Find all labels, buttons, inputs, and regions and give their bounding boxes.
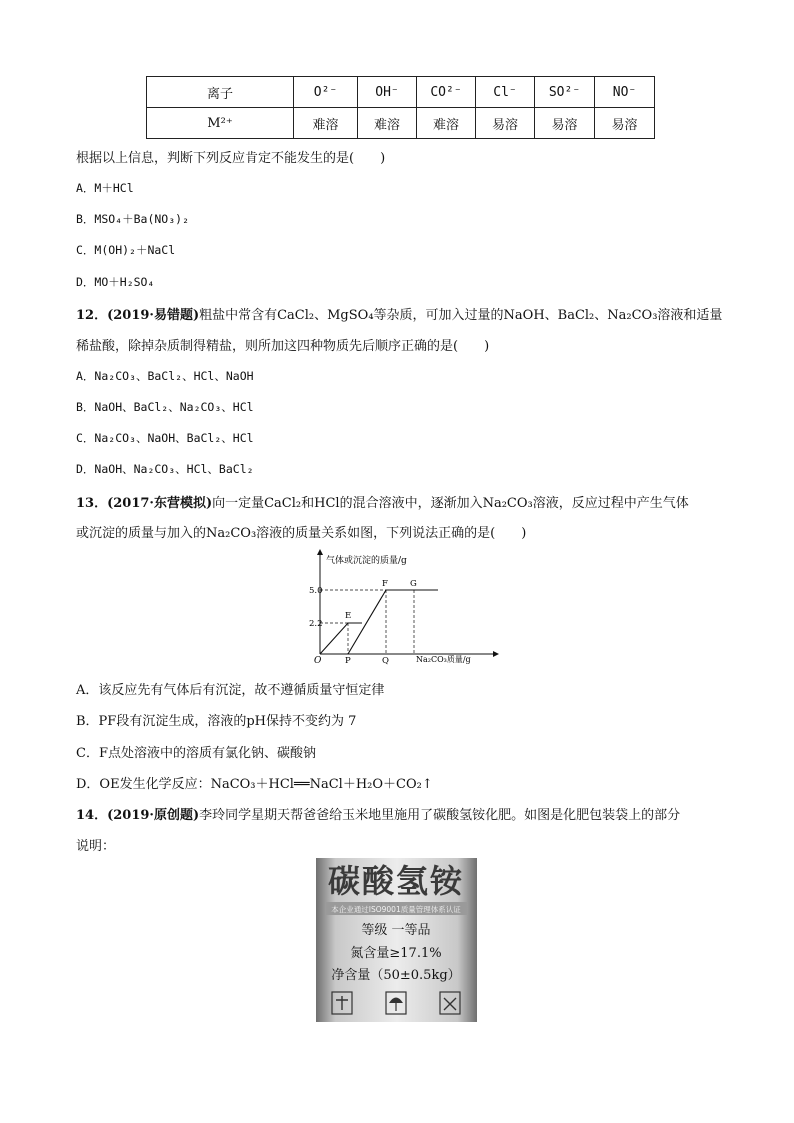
q14-text: 李玲同学星期天帮爸爸给玉米地里施用了碳酸氢铵化肥。如图是化肥包装袋上的部分: [199, 808, 681, 823]
point-g-label: G: [410, 579, 417, 589]
q13-line1: [76, 492, 689, 511]
table-cell: 难溶: [417, 108, 476, 139]
table-cell: SO²⁻: [535, 77, 595, 108]
q12-option-c: C．Na₂CO₃、NaOH、BaCl₂、HCl: [76, 431, 254, 445]
table-cell: CO²⁻: [417, 77, 476, 108]
table-header-row: [147, 77, 655, 108]
bag-title: 碳酸氢铵: [327, 862, 465, 900]
q14-line2: 说明：: [76, 839, 116, 854]
bag-net-content: 净含量（50±0.5kg）: [331, 968, 461, 983]
q11-option-a: A．M＋HCl: [76, 181, 134, 195]
q12-option-a: A．Na₂CO₃、BaCl₂、HCl、NaOH: [76, 369, 254, 383]
table-cell: 易溶: [535, 108, 595, 139]
fertilizer-bag-photo: [316, 858, 477, 1022]
q13-source: (2017·东营模拟): [107, 496, 213, 511]
q13-option-d: D．OE发生化学反应：NaCO₃＋HCl══NaCl＋H₂O＋CO₂↑: [76, 777, 433, 792]
q12-option-d: D．NaOH、Na₂CO₃、HCl、BaCl₂: [76, 462, 254, 476]
point-e-label: E: [345, 611, 352, 621]
q12-line2: 稀盐酸，除掉杂质制得精盐，则所加这四种物质先后顺序正确的是( ): [76, 339, 490, 354]
bag-grade: 等级 一等品: [361, 923, 431, 938]
table-cell: M²⁺: [147, 108, 294, 139]
q14-source: (2019·原创题): [107, 808, 200, 823]
table-cell: Cl⁻: [476, 77, 535, 108]
q13-option-c: C．F点处溶液中的溶质有氯化钠、碳酸钠: [76, 746, 316, 761]
q14-line1: [76, 804, 680, 823]
q13-option-b: B．PF段有沉淀生成，溶液的pH保持不变约为 7: [76, 714, 357, 729]
q12-number: 12．: [76, 308, 108, 323]
table-cell: O²⁻: [294, 77, 358, 108]
table-cell: 难溶: [294, 108, 358, 139]
q13-text: 向一定量CaCl₂和HCl的混合溶液中，逐渐加入Na₂CO₃溶液，反应过程中产生气体: [212, 496, 689, 511]
y-tick-2.2: 2.2: [309, 619, 323, 629]
gas-series-line: [320, 623, 362, 654]
origin-label: O: [314, 656, 322, 666]
precipitate-series-line: [348, 590, 438, 654]
q12-text: 粗盐中常含有CaCl₂、MgSO₄等杂质，可加入过量的NaOH、BaCl₂、Na₂CO₃溶液和适量: [199, 308, 723, 323]
q12-option-b: B．NaOH、BaCl₂、Na₂CO₃、HCl: [76, 400, 254, 414]
q12-line1: [76, 304, 722, 323]
point-f-label: F: [382, 579, 388, 589]
q13-number: 13．: [76, 496, 108, 511]
q14-number: 14．: [76, 808, 108, 823]
q13-option-a: A．该反应先有气体后有沉淀，故不遵循质量守恒定律: [76, 683, 385, 698]
y-axis-label: 气体或沉淀的质量/g: [326, 556, 407, 566]
x-tick-p: P: [345, 656, 351, 666]
q11-stem: 根据以上信息，判断下列反应肯定不能发生的是( ): [76, 151, 386, 166]
table-cell: 易溶: [595, 108, 655, 139]
q11-option-c: C．M(OH)₂＋NaCl: [76, 243, 176, 257]
q12-source: (2019·易错题): [107, 308, 200, 323]
table-cell: NO⁻: [595, 77, 655, 108]
y-tick-5.0: 5.0: [309, 586, 323, 596]
q11-option-b: B．MSO₄＋Ba(NO₃)₂: [76, 212, 190, 226]
table-cell: 离子: [147, 77, 294, 108]
mass-relationship-chart: [300, 548, 500, 666]
table-cell: 难溶: [358, 108, 417, 139]
table-cell: 易溶: [476, 108, 535, 139]
table-cell: OH⁻: [358, 77, 417, 108]
x-axis-label: Na₂CO₃质量/g: [416, 655, 471, 664]
bag-nitrogen: 氮含量≥17.1%: [350, 946, 442, 961]
x-tick-q: Q: [382, 656, 389, 666]
ion-solubility-table: [146, 76, 655, 139]
q13-line2: 或沉淀的质量与加入的Na₂CO₃溶液的质量关系如图，下列说法正确的是( ): [76, 526, 527, 541]
table-row: [147, 108, 655, 139]
bag-banner: 本企业通过ISO9001质量管理体系认证: [331, 905, 461, 914]
q11-option-d: D．MO＋H₂SO₄: [76, 275, 155, 289]
